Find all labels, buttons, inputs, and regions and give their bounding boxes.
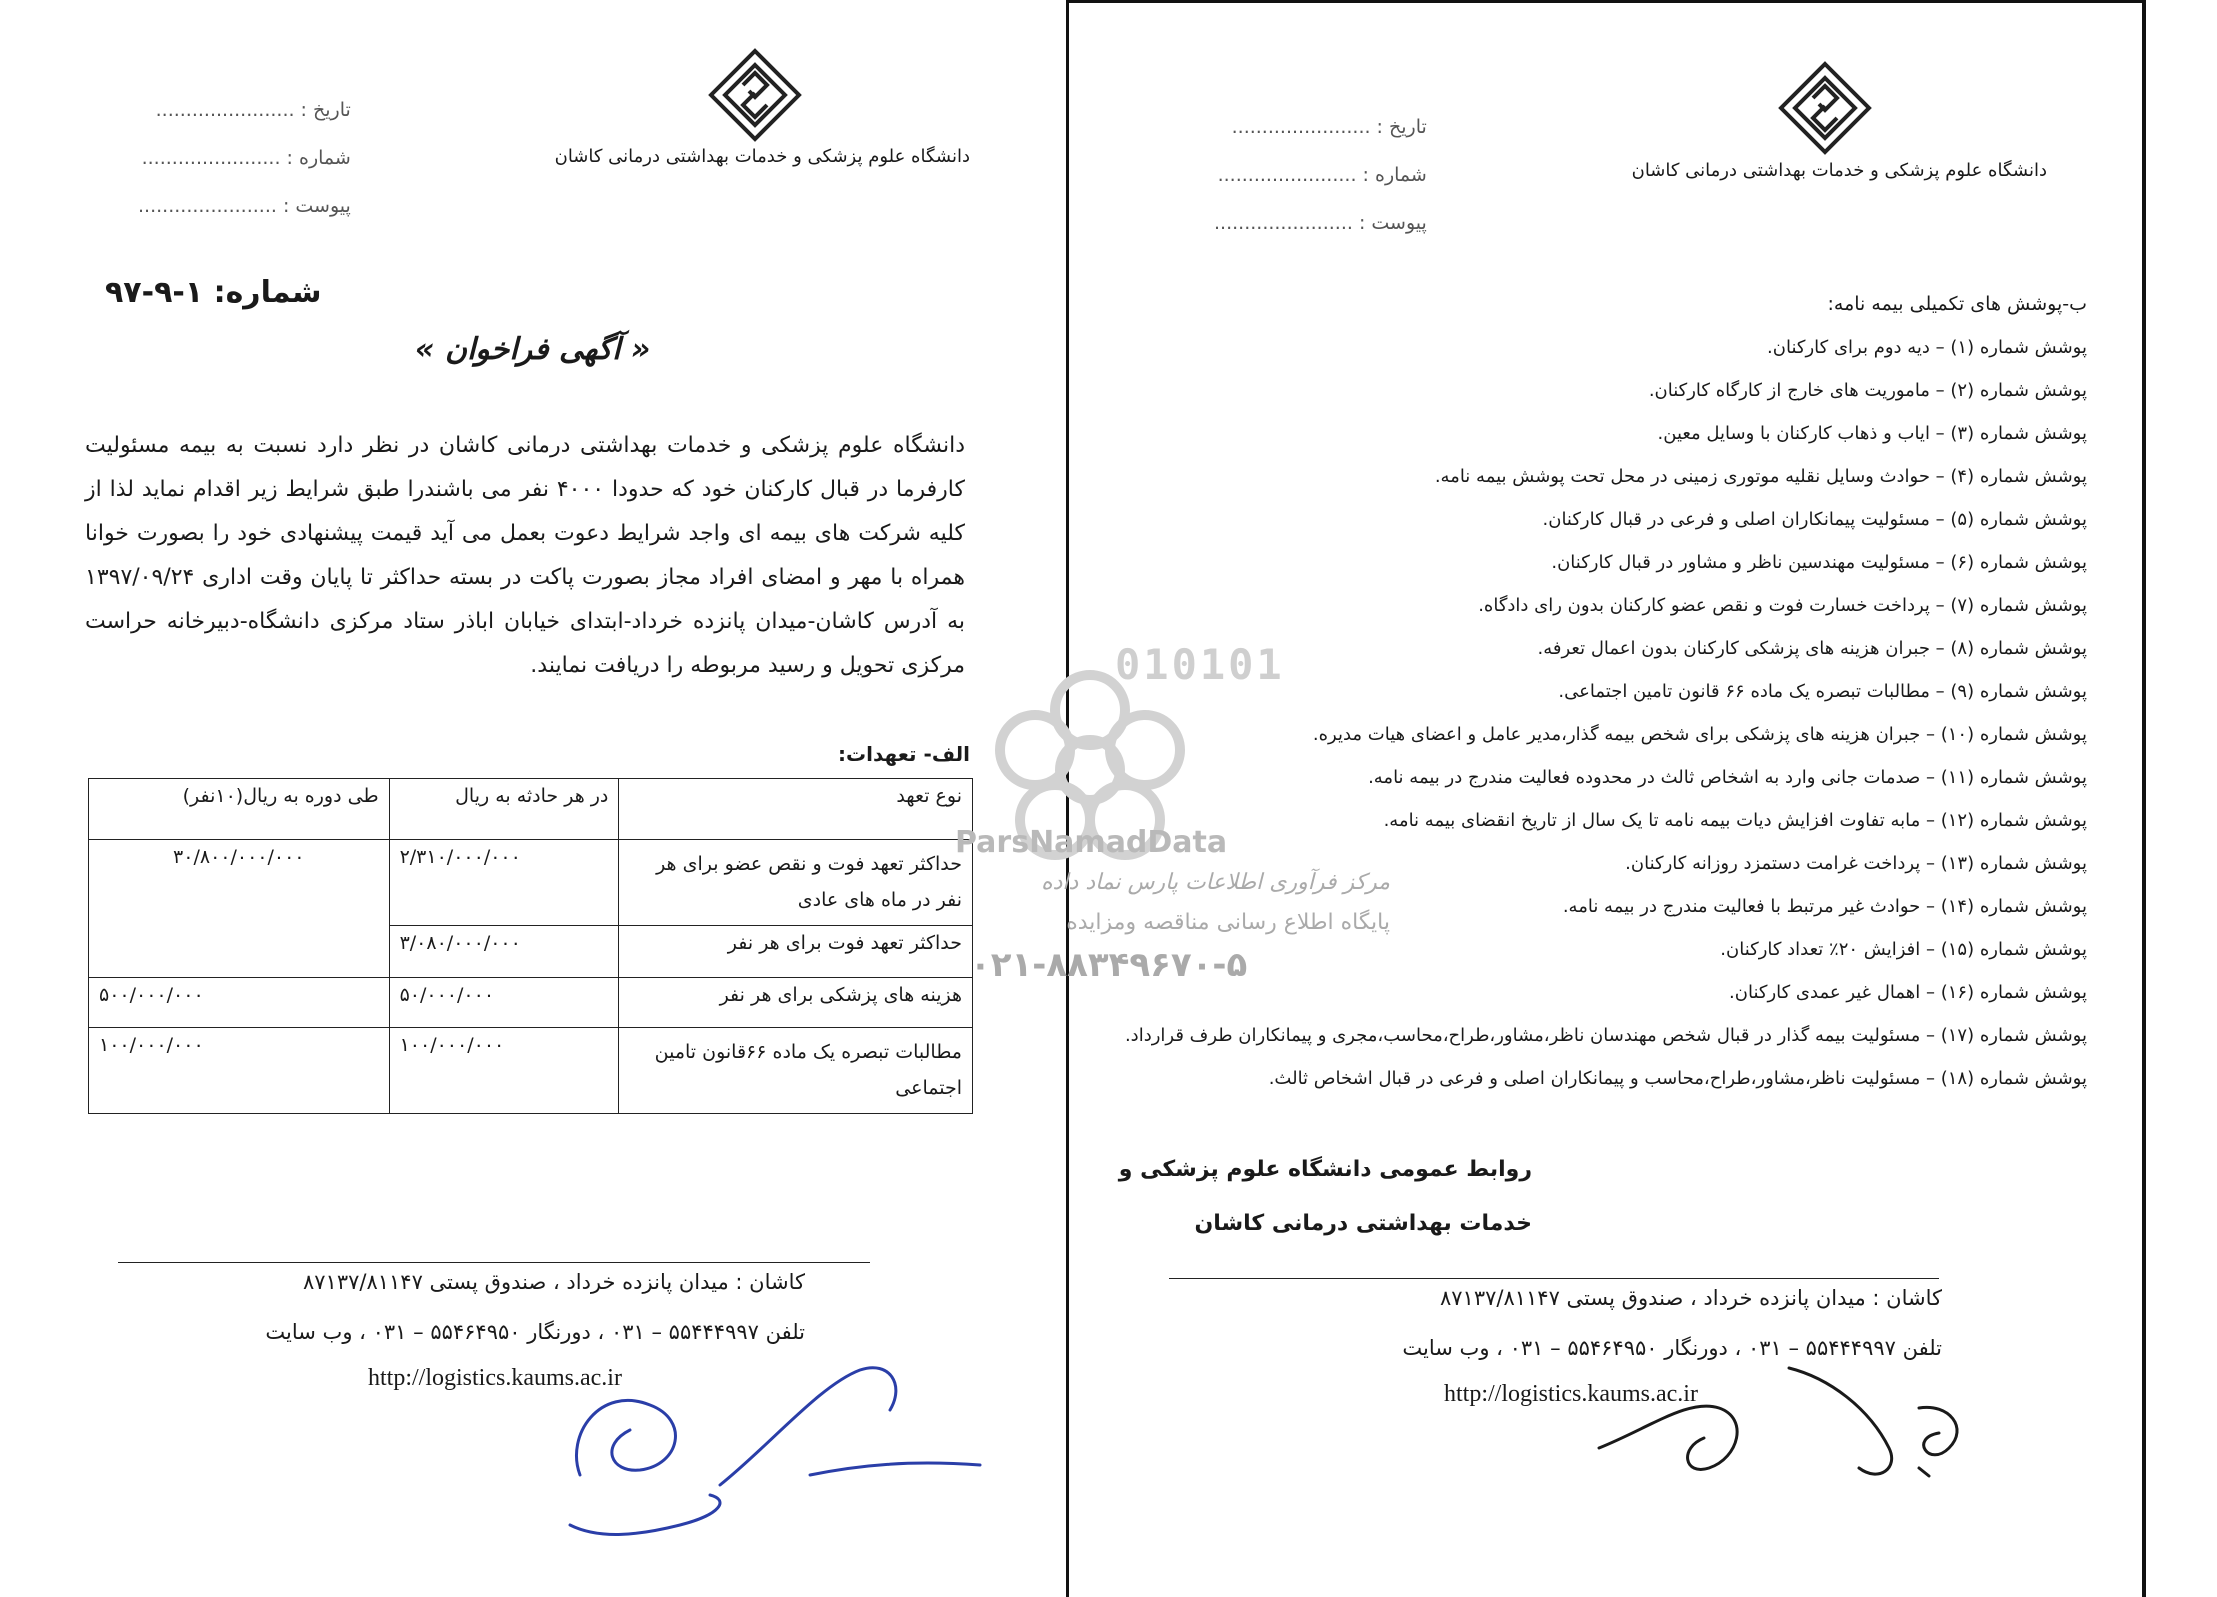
announcement-title: « آگهی فراخوان » — [415, 332, 651, 367]
number-field: شماره : ....................... — [141, 147, 351, 169]
column-header: نوع تعهد — [619, 779, 973, 840]
table-cell-per-period: ۵۰۰/۰۰۰/۰۰۰ — [89, 978, 390, 1028]
announcement-body: دانشگاه علوم پزشکی و خدمات بهداشتی درمانی کاشان در نظر دارد نسبت به بیمه مسئولیت کارفرما در قبال کارکنان خود که حدودا ۴۰۰۰ نفر می باشندرا طبق شرایط زیر اقدام نماید لذا از کلیه شرکت های بیمه ای واجد شرایط دعوت بعمل می آید قیمت پیشنهادی خود را بصورت خوانا همراه با مهر و امضای افراد مجاز بصورت پاکت در بسته حداکثر تا پایان وقت اداری ۱۳۹۷/۰۹/۲۴ به آدرس کاشان-میدان پانزده خرداد-ابتدای خیابان اباذر ستاد مرکزی دانشگاه-دبیرخانه حراست مرکزی تحویل و رسید مربوطه را دریافت نمایند. — [85, 433, 965, 678]
table-cell-type: هزینه های پزشکی برای هر نفر — [619, 978, 973, 1028]
list-item: پوشش شماره (۱۴) – حوادث غیر مرتبط با فعالیت مندرج در بیمه نامه. — [1562, 896, 2087, 917]
list-item: پوشش شماره (۳) – ایاب و ذهاب کارکنان با وسایل معین. — [1657, 423, 2087, 444]
signature-mark-icon — [560, 1325, 1020, 1575]
list-item: پوشش شماره (۱۶) – اهمال غیر عمدی کارکنان. — [1729, 982, 2087, 1003]
table-cell-per-incident: ۵۰/۰۰۰/۰۰۰ — [389, 978, 619, 1028]
date-field: تاریخ : ....................... — [155, 99, 351, 121]
left-document-page — [0, 0, 1060, 1597]
table-row — [89, 1028, 973, 1114]
list-item: پوشش شماره (۲) – ماموریت های خارج از کارگاه کارکنان. — [1648, 380, 2087, 401]
table-cell-per-incident: ۲/۳۱۰/۰۰۰/۰۰۰ — [389, 840, 619, 926]
list-item: پوشش شماره (۱۲) – مابه تفاوت افزایش دیات بیمه نامه تا یک سال از تاریخ انقضای بیمه نامه. — [1383, 810, 2087, 831]
date-field: تاریخ : ....................... — [1231, 116, 1427, 138]
coverages-heading: ب-پوشش های تکمیلی بیمه نامه: — [1827, 293, 2087, 315]
watermark-phone: ۰۲۱-۸۸۳۴۹۶۷۰-۵ — [970, 945, 1248, 985]
column-header: در هر حادثه به ریال — [389, 779, 619, 840]
table-cell-per-incident: ۳/۰۸۰/۰۰۰/۰۰۰ — [389, 926, 619, 978]
column-header: طی دوره به ریال(۱۰نفر) — [89, 779, 390, 840]
right-document-page — [1066, 0, 2146, 1597]
table-cell-type: حداکثر تعهد فوت و نقص عضو برای هر نفر در ماه های عادی — [619, 840, 973, 926]
list-item: پوشش شماره (۴) – حوادث وسایل نقلیه موتوری زمینی در محل تحت پوشش بیمه نامه. — [1434, 466, 2087, 487]
footer-website-link[interactable]: http://logistics.kaums.ac.ir — [368, 1365, 622, 1391]
table-cell-per-period: ۳۰/۸۰۰/۰۰۰/۰۰۰ — [89, 840, 390, 978]
footer-divider — [118, 1262, 870, 1263]
table-row — [89, 840, 973, 926]
coverages-list — [1125, 326, 2087, 1100]
footer-phone: تلفن ۵۵۴۴۴۹۹۷ – ۰۳۱ ، دورنگار ۵۵۴۶۴۹۵۰ – ۰۳۱ ، وب سایت — [1402, 1336, 1942, 1360]
signature-line: خدمات بهداشتی درمانی کاشان — [1194, 1211, 1532, 1236]
watermark-line2: پایگاه اطلاع رسانی مناقصه ومزایده — [1066, 910, 1390, 935]
list-item: پوشش شماره (۹) – مطالبات تبصره یک ماده ۶۶ قانون تامین اجتماعی. — [1558, 681, 2087, 702]
university-logo-icon — [1775, 58, 1875, 158]
header-meta — [1214, 103, 1427, 247]
watermark-binary: 010101 — [1115, 640, 1285, 689]
list-item: پوشش شماره (۸) – جبران هزینه های پزشکی کارکنان بدون اعمال تعرفه. — [1537, 638, 2087, 659]
attachment-field: پیوست : ....................... — [1214, 212, 1427, 234]
list-item: پوشش شماره (۷) – پرداخت خسارت فوت و نقص عضو کارکنان بدون رای دادگاه. — [1478, 595, 2087, 616]
watermark-brand: ParsNamadData — [955, 825, 1228, 860]
document-number: شماره: ۱-۹-۹۷ — [105, 275, 322, 310]
signature-mark-icon — [1589, 1348, 1989, 1498]
footer-divider — [1169, 1278, 1939, 1279]
signature-line: روابط عمومی دانشگاه علوم پزشکی و — [1118, 1157, 1532, 1182]
number-field: شماره : ....................... — [1217, 164, 1427, 186]
table-cell-type: مطالبات تبصره یک ماده ۶۶قانون تامین اجتماعی — [619, 1028, 973, 1114]
list-item: پوشش شماره (۱۷) – مسئولیت بیمه گذار در قبال شخص مهندسان ناظر،مشاور،طراح،محاسب،مجری و پیمانکاران طرف قرارداد. — [1124, 1025, 2087, 1046]
university-name: دانشگاه علوم پزشکی و خدمات بهداشتی درمانی کاشان — [1631, 160, 2047, 181]
table-cell-per-period: ۱۰۰/۰۰۰/۰۰۰ — [89, 1028, 390, 1114]
table-header-row — [89, 779, 973, 840]
list-item: پوشش شماره (۱۳) – پرداخت غرامت دستمزد روزانه کارکنان. — [1625, 853, 2087, 874]
obligations-heading: الف- تعهدات: — [838, 742, 970, 766]
list-item: پوشش شماره (۶) – مسئولیت مهندسین ناظر و مشاور در قبال کارکنان. — [1551, 552, 2087, 573]
watermark-line1: مرکز فرآوری اطلاعات پارس نماد داده — [1041, 870, 1390, 895]
table-row — [89, 978, 973, 1028]
attachment-field: پیوست : ....................... — [138, 195, 351, 217]
list-item: پوشش شماره (۱۸) – مسئولیت ناظر،مشاور،طراح،محاسب و پیمانکاران اصلی و فرعی در قبال اشخاص ثالث. — [1268, 1068, 2087, 1089]
footer-phone: تلفن ۵۵۴۴۴۹۹۷ – ۰۳۱ ، دورنگار ۵۵۴۶۴۹۵۰ – ۰۳۱ ، وب سایت — [265, 1320, 805, 1344]
header-meta — [138, 86, 351, 230]
footer-address: کاشان : میدان پانزده خرداد ، صندوق پستی ۸۷۱۳۷/۸۱۱۴۷ — [303, 1270, 805, 1294]
table-cell-per-incident: ۱۰۰/۰۰۰/۰۰۰ — [389, 1028, 619, 1114]
list-item: پوشش شماره (۵) – مسئولیت پیمانکاران اصلی و فرعی در قبال کارکنان. — [1542, 509, 2087, 530]
footer-address: کاشان : میدان پانزده خرداد ، صندوق پستی ۸۷۱۳۷/۸۱۱۴۷ — [1440, 1286, 1942, 1310]
list-item: پوشش شماره (۱) – دیه دوم برای کارکنان. — [1767, 337, 2087, 358]
list-item: پوشش شماره (۱۰) – جبران هزینه های پزشکی برای شخص بیمه گذار،مدیر عامل و اعضای هیات مدیره. — [1312, 724, 2087, 745]
table-cell-type: حداکثر تعهد فوت برای هر نفر — [619, 926, 973, 978]
list-item: پوشش شماره (۱۵) – افزایش ۲۰٪ تعداد کارکنان. — [1720, 939, 2087, 960]
public-relations-signature — [1119, 1143, 1532, 1251]
university-logo-icon — [705, 45, 805, 145]
list-item: پوشش شماره (۱۱) – صدمات جانی وارد به اشخاص ثالث در محدوده فعالیت مندرج در بیمه نامه. — [1368, 767, 2087, 788]
footer-website-link[interactable]: http://logistics.kaums.ac.ir — [1444, 1381, 1698, 1407]
obligations-table — [88, 778, 973, 1114]
university-name: دانشگاه علوم پزشکی و خدمات بهداشتی درمانی کاشان — [554, 146, 970, 167]
